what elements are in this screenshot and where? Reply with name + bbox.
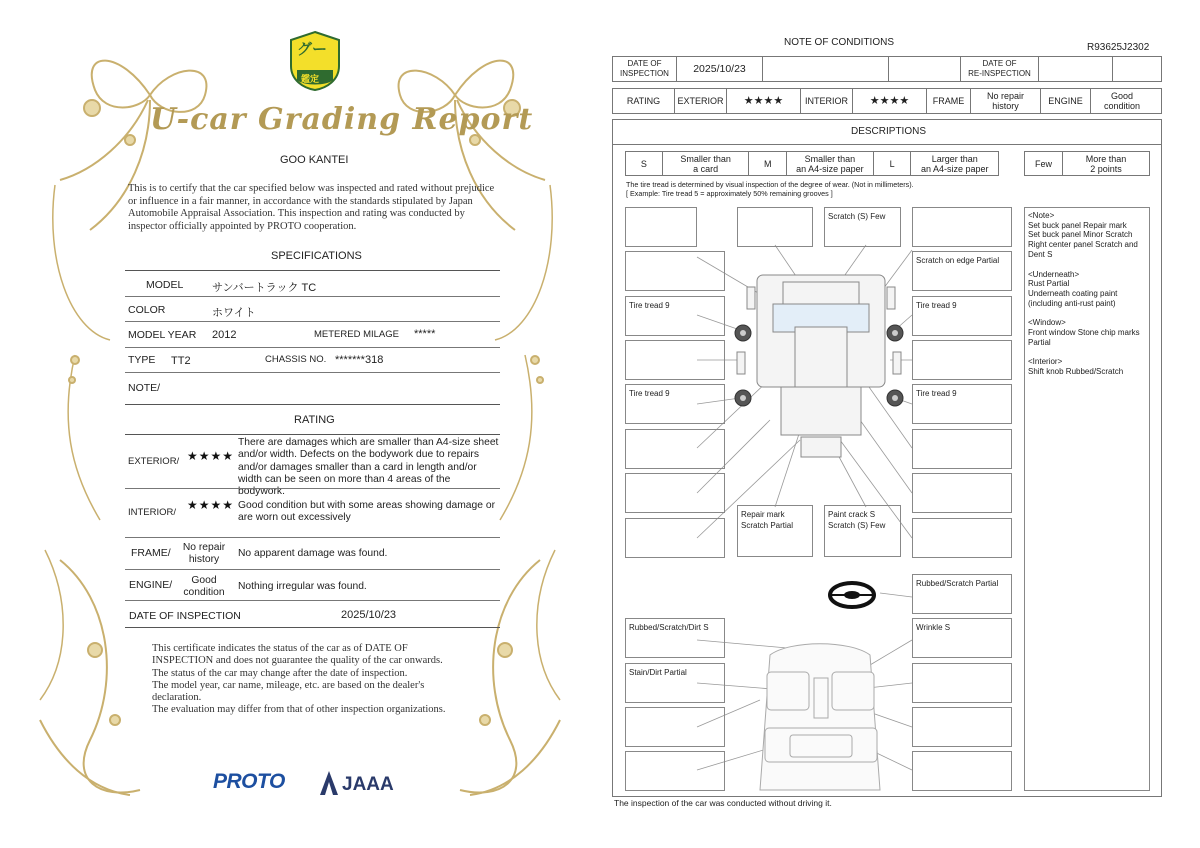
specifications-heading: SPECIFICATIONS [271,250,362,262]
frame-value-line: history [992,101,1019,111]
divider [125,296,500,297]
exterior-stars: ★★★★ [187,449,235,463]
chassis-label: CHASSIS NO. [265,354,327,365]
date-of-inspection-label: DATE OF INSPECTION [129,610,241,622]
right-rear-tire-note: Tire tread 9 [916,389,957,398]
condition-box [824,505,901,557]
note-line: <Underneath> [1028,269,1080,279]
condition-box [912,751,1012,791]
frame-value [176,542,232,567]
left-front-tire-note: Tire tread 9 [629,301,670,310]
frame-label: FRAME [927,89,971,113]
divider [125,488,500,489]
engine-value-line-2: condition [183,587,225,599]
legend-line: 2 points [1090,163,1122,174]
interior-left-note-2: Stain/Dirt Partial [629,668,687,677]
divider [125,404,500,405]
frame-value-line: No repair [986,91,1024,101]
condition-box [912,618,1012,658]
condition-box [625,707,725,747]
condition-box [912,518,1012,558]
legend-line: Smaller than [804,153,856,164]
legend-m: M [749,152,787,175]
engine-value-line-1: Good [191,575,217,586]
rating-heading: RATING [294,414,335,426]
legend-line: More than [1085,153,1127,164]
left-rear-tire-note: Tire tread 9 [629,389,670,398]
sheet-footer: The inspection of the car was conducted without driving it. [614,798,832,808]
legend-line: Smaller than [680,153,731,164]
empty-cell [889,57,961,81]
note-line: Set buck panel Minor Scratch [1028,230,1133,240]
notes-panel [1024,207,1150,791]
empty-cell [1113,57,1161,81]
rear-right-note-2: Scratch (S) Few [828,521,886,530]
note-line: Rust Partial [1028,279,1070,289]
condition-box [737,207,813,247]
reinspection-value [1039,57,1113,81]
divider [125,372,500,373]
legend-s-description [663,152,750,175]
condition-box [912,429,1012,469]
right-edge-note: Scratch on edge Partial [916,256,1000,265]
note-line: <Note> [1028,211,1055,220]
right-front-tire-note: Tire tread 9 [916,301,957,310]
condition-box [912,663,1012,703]
note-line: Dent S [1028,249,1053,259]
condition-box [912,340,1012,380]
divider [125,627,500,628]
note-line: Shift knob Rubbed/Scratch [1028,367,1124,377]
footer-line: The status of the car may change after the date of inspection. [152,667,408,679]
metered-mileage-label: METERED MILAGE [314,329,399,340]
reinspection-label-line: DATE OF [982,59,1017,68]
divider [125,347,500,348]
condition-box [625,251,725,291]
condition-box [912,473,1012,513]
legend-l: L [874,152,912,175]
type-value: TT2 [171,355,191,367]
rear-right-note-1: Paint crack S [828,510,876,519]
divider [125,270,500,271]
engine-description: Nothing irregular was found. [238,581,367,592]
legend-few-description [1063,152,1149,175]
badge-text: グー [297,41,328,58]
note-line: Right center panel Scratch and [1028,240,1138,250]
model-value: サンバートラック TC [212,282,317,294]
interior-label: INTERIOR/ [128,507,177,518]
few-legend [1024,151,1150,176]
note-line: Underneath coating paint [1028,288,1118,298]
date-row [612,56,1162,82]
legend-line: an A4-size paper [796,163,864,174]
jaaa-logo-icon [318,770,340,796]
footer-line: The evaluation may differ from that of other inspection organizations. [152,704,446,716]
footer-line: INSPECTION and does not guarantee the quality of the car onwards. [152,655,443,667]
date-of-inspection-value: 2025/10/23 [341,609,397,621]
rating-label: RATING [613,89,675,113]
condition-box [625,384,725,424]
condition-box [625,296,725,336]
legend-line: an A4-size paper [920,163,989,174]
footer-line: This certificate indicates the status of the car as of DATE OF [152,643,408,654]
size-legend [625,151,999,176]
interior-stars: ★★★★ [853,89,927,113]
legend-l-description [911,152,998,175]
steering-note: Rubbed/Scratch Partial [916,579,999,588]
condition-box [912,574,1012,614]
color-value: ホワイト [212,307,256,319]
condition-box [625,429,725,469]
badge-subtext: 鑑定 [301,74,320,84]
front-note: Scratch (S) Few [828,212,886,221]
engine-value [1091,89,1153,113]
sheet-title: NOTE OF CONDITIONS [784,37,894,48]
rear-left-note-1: Repair mark [741,510,785,519]
frame-value-line-1: No repair [182,542,226,553]
date-of-inspection-value: 2025/10/23 [677,57,763,81]
metered-mileage-value: ***** [414,328,436,340]
condition-box [912,384,1012,424]
legend-line: Larger than [931,153,978,164]
frame-value [971,89,1041,113]
interior-left-note-1: Rubbed/Scratch/Dirt S [629,623,709,632]
rear-left-note-2: Scratch Partial [741,521,794,530]
divider [125,434,500,435]
divider [125,321,500,322]
engine-label: ENGINE/ [129,579,173,591]
condition-box [912,251,1012,291]
note-line: <Interior> [1028,357,1063,367]
interior-right-note-1: Wrinkle S [916,623,951,632]
condition-box [912,707,1012,747]
exterior-label: EXTERIOR/ [128,456,180,467]
date-of-inspection-cell [613,57,677,81]
tire-note: The tire tread is determined by visual inspection of the degree of wear. (Not in millimeters). [626,180,914,189]
condition-box [625,518,725,558]
footer-line: declaration. [152,692,202,704]
jaaa-logo: JAAA [342,774,394,795]
note-label: NOTE/ [128,382,161,394]
descriptions-heading: DESCRIPTIONS [851,126,927,137]
intro-paragraph: This is to certify that the car specified below was inspected and rated without prejudice or influence in a fair manner, in accordance with the standards stipulated by Japan Automobile Appraisal Association. This inspection and rating was conducted by inspector officially appointed by PROTO cooperation. [128,183,495,232]
frame-value-line-2: history [188,554,220,566]
condition-box [625,618,725,658]
engine-value [176,575,232,600]
note-line: Set buck panel Repair mark [1028,220,1127,230]
condition-box [912,207,1012,247]
engine-value-line: Good [1110,91,1134,101]
proto-logo: PROTO [213,770,285,793]
exterior-description: There are damages which are smaller than A4-size sheet and/or width. Defects on the bodywork due to repairs and/or damages smaller than a card in length and/or width can be seen on more than 4 areas of the bodywork. [238,437,499,498]
divider [125,569,500,570]
interior-label: INTERIOR [801,89,853,113]
legend-line: a card [693,163,719,174]
legend-s: S [626,152,663,175]
condition-box [737,505,813,557]
condition-box [625,751,725,791]
interior-description: Good condition but with some areas showing damage or are worn out excessively [238,500,495,524]
legend-few: Few [1025,152,1063,175]
exterior-stars: ★★★★ [727,89,801,113]
engine-label: ENGINE [1041,89,1091,113]
condition-box [912,296,1012,336]
frame-label: FRAME/ [131,547,171,559]
note-line: Front window Stone chip marks [1028,328,1140,338]
note-line: (including anti-rust paint) [1028,298,1116,308]
engine-value-line: condition [1103,101,1141,111]
model-year-value: 2012 [212,329,237,341]
condition-box [625,663,725,703]
report-subtitle: GOO KANTEI [280,154,349,166]
frame-description: No apparent damage was found. [238,548,388,559]
condition-box [625,473,725,513]
tire-example-note: [ Example: Tire tread 5 = approximately 50% remaining grooves ] [626,189,833,198]
note-line: <Window> [1028,318,1066,328]
steering-wheel-icon [830,583,874,607]
model-label: MODEL [146,279,184,291]
empty-cell [763,57,889,81]
legend-m-description [787,152,874,175]
condition-box [625,340,725,380]
type-label: TYPE [128,354,156,366]
reinspection-cell [961,57,1039,81]
exterior-label: EXTERIOR [675,89,727,113]
date-label-line: DATE OF [627,59,662,68]
footer-line: The model year, car name, mileage, etc. are based on the dealer's [152,679,425,691]
condition-box [625,207,697,247]
sheet-code: R93625J2302 [1087,42,1150,53]
color-label: COLOR [128,304,166,316]
model-year-label: MODEL YEAR [128,329,197,341]
chassis-value: *******318 [335,354,384,366]
report-title: U-car Grading Report [150,102,534,137]
certificate-footer [152,643,482,717]
note-line: Partial [1028,337,1051,347]
divider [125,537,500,538]
condition-box [824,207,901,247]
date-label-line: INSPECTION [620,69,669,78]
divider [125,600,500,601]
interior-stars: ★★★★ [187,498,235,512]
reinspection-label-line: RE-INSPECTION [968,69,1031,78]
rating-row [612,88,1162,114]
